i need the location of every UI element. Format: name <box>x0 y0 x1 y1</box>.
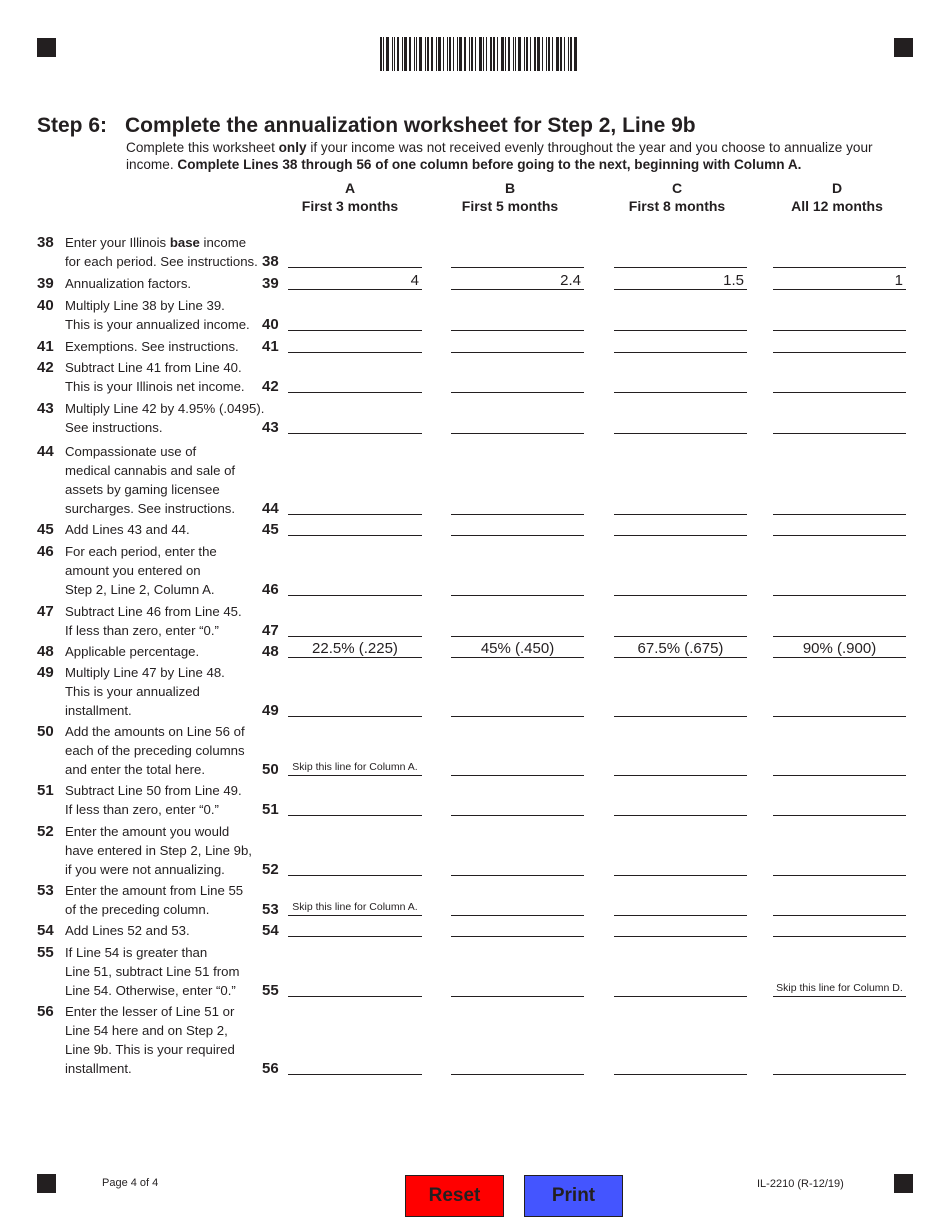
barcode-bar <box>443 37 444 71</box>
line-number-50: 50 <box>37 723 54 740</box>
line-description-41 <box>65 337 265 356</box>
barcode-bar <box>402 37 403 71</box>
page-number: Page 4 of 4 <box>102 1177 159 1189</box>
line-number-54: 54 <box>37 922 54 939</box>
line-text: assets by gaming licensee <box>65 482 220 497</box>
barcode-bar <box>513 37 514 71</box>
line-54-col-d-field[interactable] <box>773 919 906 937</box>
barcode-bar <box>483 37 484 71</box>
line-text: See instructions. <box>65 420 163 435</box>
line-text: Enter your Illinois base income <box>65 235 247 250</box>
line-text: Multiply Line 42 by 4.95% (.0495). <box>65 401 265 416</box>
line-40-col-d-field[interactable] <box>773 313 906 331</box>
barcode-bar <box>524 37 525 71</box>
line-description-46 <box>65 542 265 599</box>
line-38-col-c-field[interactable] <box>614 250 747 268</box>
column-label: All 12 months <box>791 198 883 214</box>
line-number-right-41: 41 <box>262 338 279 355</box>
barcode-bar <box>383 37 384 71</box>
line-number-right-39: 39 <box>262 275 279 292</box>
line-text: Compassionate use of <box>65 444 197 459</box>
line-text: Line 51, subtract Line 51 from <box>65 964 240 979</box>
column-header-b <box>443 179 577 215</box>
column-label: First 5 months <box>461 198 559 214</box>
line-number-right-56: 56 <box>262 1060 279 1077</box>
line-55-col-a-field[interactable] <box>288 979 422 997</box>
barcode-bar <box>380 37 382 71</box>
line-39-col-b-field: 2.4 <box>451 272 584 290</box>
line-text: Add Lines 52 and 53. <box>65 923 190 938</box>
line-43-col-d-field[interactable] <box>773 416 906 434</box>
line-number-right-40: 40 <box>262 316 279 333</box>
line-text: Step 2, Line 2, Column A. <box>65 582 215 597</box>
line-41-col-b-field[interactable] <box>451 335 584 353</box>
line-39-col-a-field: 4 <box>288 272 422 290</box>
line-43-col-b-field[interactable] <box>451 416 584 434</box>
barcode-bar <box>416 37 417 71</box>
line-number-right-43: 43 <box>262 419 279 436</box>
line-text: Applicable percentage. <box>65 644 200 659</box>
line-text: and enter the total here. <box>65 762 206 777</box>
line-49-col-c-field[interactable] <box>614 699 747 717</box>
barcode-bar <box>449 37 451 71</box>
line-47-col-b-field[interactable] <box>451 619 584 637</box>
line-number-49: 49 <box>37 664 54 681</box>
barcode-bar <box>436 37 437 71</box>
registration-mark-bottom-right <box>894 1174 913 1193</box>
line-44-col-d-field[interactable] <box>773 497 906 515</box>
line-51-col-c-field[interactable] <box>614 798 747 816</box>
line-description-44 <box>65 442 265 518</box>
line-text: If less than zero, enter “0.” <box>65 802 219 817</box>
line-number-right-52: 52 <box>262 861 279 878</box>
line-49-col-d-field[interactable] <box>773 699 906 717</box>
line-52-col-c-field[interactable] <box>614 858 747 876</box>
intro-text <box>126 139 916 173</box>
barcode-bar <box>570 37 572 71</box>
line-46-col-a-field[interactable] <box>288 578 422 596</box>
line-56-col-b-field[interactable] <box>451 1057 584 1075</box>
line-number-55: 55 <box>37 944 54 961</box>
line-47-col-a-field[interactable] <box>288 619 422 637</box>
line-text: Line 9b. This is your required <box>65 1042 235 1057</box>
line-number-right-53: 53 <box>262 901 279 918</box>
line-52-col-a-field[interactable] <box>288 858 422 876</box>
barcode-bar <box>552 37 553 71</box>
line-41-col-c-field[interactable] <box>614 335 747 353</box>
line-50-col-b-field[interactable] <box>451 758 584 776</box>
line-text: If less than zero, enter “0.” <box>65 623 219 638</box>
column-letter: C <box>671 180 683 196</box>
line-number-56: 56 <box>37 1003 54 1020</box>
line-text: This is your annualized <box>65 684 200 699</box>
barcode-bar <box>548 37 550 71</box>
line-number-41: 41 <box>37 338 54 355</box>
barcode-bar <box>438 37 441 71</box>
line-number-right-38: 38 <box>262 253 279 270</box>
line-text: Line 54. Otherwise, enter “0.” <box>65 983 236 998</box>
line-description-54 <box>65 921 265 940</box>
column-letter: B <box>504 180 516 196</box>
barcode-bar <box>546 37 547 71</box>
line-52-col-b-field[interactable] <box>451 858 584 876</box>
line-47-col-c-field[interactable] <box>614 619 747 637</box>
barcode-bar <box>469 37 470 71</box>
line-39-col-c-field: 1.5 <box>614 272 747 290</box>
reset-button[interactable]: Reset <box>405 1175 504 1217</box>
line-47-col-d-field[interactable] <box>773 619 906 637</box>
line-54-col-c-field[interactable] <box>614 919 747 937</box>
line-description-49 <box>65 663 265 720</box>
column-label: First 8 months <box>628 198 726 214</box>
line-number-right-45: 45 <box>262 521 279 538</box>
line-40-col-c-field[interactable] <box>614 313 747 331</box>
barcode-bar <box>427 37 429 71</box>
print-button[interactable]: Print <box>524 1175 623 1217</box>
barcode-bar <box>414 37 415 71</box>
line-43-col-c-field[interactable] <box>614 416 747 434</box>
line-number-52: 52 <box>37 823 54 840</box>
line-55-col-b-field[interactable] <box>451 979 584 997</box>
line-number-right-42: 42 <box>262 378 279 395</box>
line-description-56 <box>65 1002 265 1078</box>
line-text: Exemptions. See instructions. <box>65 339 239 354</box>
line-number-53: 53 <box>37 882 54 899</box>
line-53-col-a-skip-note: Skip this line for Column A. <box>288 898 422 916</box>
line-number-46: 46 <box>37 543 54 560</box>
registration-mark-bottom-left <box>37 1174 56 1193</box>
line-54-col-a-field[interactable] <box>288 919 422 937</box>
line-50-col-a-skip-note: Skip this line for Column A. <box>288 758 422 776</box>
line-48-col-b-field: 45% (.450) <box>451 640 584 658</box>
barcode-bar <box>526 37 528 71</box>
line-number-47: 47 <box>37 603 54 620</box>
line-text: installment. <box>65 703 132 718</box>
line-54-col-b-field[interactable] <box>451 919 584 937</box>
barcode-bar <box>397 37 399 71</box>
line-number-42: 42 <box>37 359 54 376</box>
line-text: Enter the amount you would <box>65 824 230 839</box>
line-text: if you were not annualizing. <box>65 862 225 877</box>
line-text: for each period. See instructions. <box>65 254 258 269</box>
line-53-col-b-field[interactable] <box>451 898 584 916</box>
line-text: Enter the amount from Line 55 <box>65 883 244 898</box>
line-text: installment. <box>65 1061 132 1076</box>
line-text: This is your annualized income. <box>65 317 250 332</box>
step-title: Complete the annualization worksheet for Step 2, Line 9b <box>125 114 696 137</box>
line-48-col-a-field: 22.5% (.225) <box>288 640 422 658</box>
barcode-bar <box>574 37 577 71</box>
line-description-40 <box>65 296 265 334</box>
column-letter: A <box>344 180 356 196</box>
line-44-col-b-field[interactable] <box>451 497 584 515</box>
barcode-bar <box>568 37 569 71</box>
line-text: Subtract Line 50 from Line 49. <box>65 783 242 798</box>
line-51-col-d-field[interactable] <box>773 798 906 816</box>
barcode-bar <box>409 37 411 71</box>
line-49-col-a-field[interactable] <box>288 699 422 717</box>
line-description-39 <box>65 274 265 293</box>
line-text: This is your Illinois net income. <box>65 379 245 394</box>
line-38-col-b-field[interactable] <box>451 250 584 268</box>
line-42-col-c-field[interactable] <box>614 375 747 393</box>
barcode-bar <box>497 37 498 71</box>
barcode-bar <box>425 37 426 71</box>
line-text: Line 54 here and on Step 2, <box>65 1023 228 1038</box>
line-description-42 <box>65 358 265 396</box>
barcode-bar <box>404 37 407 71</box>
line-number-45: 45 <box>37 521 54 538</box>
barcode-bar <box>459 37 462 71</box>
line-45-col-b-field[interactable] <box>451 518 584 536</box>
line-41-col-d-field[interactable] <box>773 335 906 353</box>
line-description-43 <box>65 399 265 437</box>
line-text: amount you entered on <box>65 563 201 578</box>
form-id: IL-2210 (R-12/19) <box>757 1178 844 1190</box>
barcode-bar <box>518 37 521 71</box>
barcode-bar <box>542 37 543 71</box>
line-42-col-d-field[interactable] <box>773 375 906 393</box>
barcode-bar <box>505 37 506 71</box>
line-text: Multiply Line 47 by Line 48. <box>65 665 225 680</box>
line-text: Subtract Line 46 from Line 45. <box>65 604 242 619</box>
line-text: Annualization factors. <box>65 276 192 291</box>
barcode-bar <box>479 37 482 71</box>
line-text: If Line 54 is greater than <box>65 945 208 960</box>
barcode-bar <box>537 37 540 71</box>
line-50-col-c-field[interactable] <box>614 758 747 776</box>
barcode-bar <box>464 37 466 71</box>
barcode-bar <box>534 37 536 71</box>
line-51-col-b-field[interactable] <box>451 798 584 816</box>
line-46-col-c-field[interactable] <box>614 578 747 596</box>
line-45-col-c-field[interactable] <box>614 518 747 536</box>
line-51-col-a-field[interactable] <box>288 798 422 816</box>
line-50-col-d-field[interactable] <box>773 758 906 776</box>
line-number-38: 38 <box>37 234 54 251</box>
registration-mark-top-left <box>37 38 56 57</box>
barcode-bar <box>471 37 473 71</box>
line-number-right-51: 51 <box>262 801 279 818</box>
barcode-bar <box>453 37 454 71</box>
intro-part-2: if your income was not received evenly throughout the year and you choose to annualize your income. <box>126 140 873 172</box>
line-48-col-d-field: 90% (.900) <box>773 640 906 658</box>
line-number-right-49: 49 <box>262 702 279 719</box>
line-number-right-47: 47 <box>262 622 279 639</box>
barcode-bar <box>508 37 510 71</box>
line-44-col-a-field[interactable] <box>288 497 422 515</box>
line-43-col-a-field[interactable] <box>288 416 422 434</box>
barcode-bar <box>457 37 458 71</box>
line-45-col-d-field[interactable] <box>773 518 906 536</box>
line-53-col-c-field[interactable] <box>614 898 747 916</box>
barcode-bar <box>486 37 487 71</box>
barcode-bar <box>431 37 433 71</box>
line-number-51: 51 <box>37 782 54 799</box>
line-52-col-d-field[interactable] <box>773 858 906 876</box>
column-label: First 3 months <box>301 198 399 214</box>
barcode-bar <box>530 37 531 71</box>
line-description-45 <box>65 520 265 539</box>
line-53-col-d-field[interactable] <box>773 898 906 916</box>
line-text: surcharges. See instructions. <box>65 501 236 516</box>
barcode-bar <box>493 37 495 71</box>
intro-bold-2: Complete Lines 38 through 56 of one column before going to the next, beginning with Column A. <box>177 157 802 172</box>
line-text: For each period, enter the <box>65 544 217 559</box>
line-number-right-54: 54 <box>262 922 279 939</box>
line-38-col-d-field[interactable] <box>773 250 906 268</box>
line-49-col-b-field[interactable] <box>451 699 584 717</box>
line-text: medical cannabis and sale of <box>65 463 236 478</box>
line-48-col-c-field: 67.5% (.675) <box>614 640 747 658</box>
barcode-bar <box>564 37 565 71</box>
intro-bold-1: only <box>278 140 307 155</box>
line-number-44: 44 <box>37 443 54 460</box>
step-label: Step 6: <box>37 114 108 137</box>
line-text: each of the preceding columns <box>65 743 245 758</box>
line-text: Add the amounts on Line 56 of <box>65 724 245 739</box>
line-number-43: 43 <box>37 400 54 417</box>
line-text: Subtract Line 41 from Line 40. <box>65 360 242 375</box>
line-40-col-b-field[interactable] <box>451 313 584 331</box>
barcode-bar <box>556 37 559 71</box>
line-46-col-d-field[interactable] <box>773 578 906 596</box>
line-45-col-a-field[interactable] <box>288 518 422 536</box>
line-text: Multiply Line 38 by Line 39. <box>65 298 225 313</box>
barcode-bar <box>501 37 504 71</box>
line-text: Enter the lesser of Line 51 or <box>65 1004 235 1019</box>
line-42-col-b-field[interactable] <box>451 375 584 393</box>
line-38-col-a-field[interactable] <box>288 250 422 268</box>
line-41-col-a-field[interactable] <box>288 335 422 353</box>
barcode-bar <box>419 37 422 71</box>
line-text: have entered in Step 2, Line 9b, <box>65 843 252 858</box>
line-description-50 <box>65 722 265 779</box>
line-56-col-d-field[interactable] <box>773 1057 906 1075</box>
barcode-bar <box>394 37 395 71</box>
line-56-col-c-field[interactable] <box>614 1057 747 1075</box>
barcode <box>380 37 580 71</box>
line-description-47 <box>65 602 265 640</box>
line-description-51 <box>65 781 265 819</box>
barcode-bar <box>490 37 492 71</box>
line-40-col-a-field[interactable] <box>288 313 422 331</box>
line-number-right-55: 55 <box>262 982 279 999</box>
page-title <box>37 114 696 138</box>
column-header-a <box>283 179 417 215</box>
line-description-38 <box>65 233 265 271</box>
line-description-55 <box>65 943 265 1000</box>
barcode-bar <box>560 37 562 71</box>
line-46-col-b-field[interactable] <box>451 578 584 596</box>
column-header-d <box>770 179 904 215</box>
barcode-bar <box>515 37 516 71</box>
line-55-col-c-field[interactable] <box>614 979 747 997</box>
line-number-40: 40 <box>37 297 54 314</box>
line-description-48 <box>65 642 265 661</box>
line-number-39: 39 <box>37 275 54 292</box>
barcode-bar <box>386 37 389 71</box>
barcode-bar <box>392 37 393 71</box>
intro-part-1: Complete this worksheet <box>126 140 279 155</box>
column-header-c <box>610 179 744 215</box>
line-44-col-c-field[interactable] <box>614 497 747 515</box>
line-text: of the preceding column. <box>65 902 210 917</box>
column-letter: D <box>831 180 843 196</box>
line-56-col-a-field[interactable] <box>288 1057 422 1075</box>
line-number-right-48: 48 <box>262 643 279 660</box>
line-42-col-a-field[interactable] <box>288 375 422 393</box>
registration-mark-top-right <box>894 38 913 57</box>
line-text: Add Lines 43 and 44. <box>65 522 190 537</box>
line-number-right-44: 44 <box>262 500 279 517</box>
line-number-48: 48 <box>37 643 54 660</box>
line-55-col-d-skip-note: Skip this line for Column D. <box>773 979 906 997</box>
line-39-col-d-field: 1 <box>773 272 906 290</box>
line-description-52 <box>65 822 265 879</box>
barcode-bar <box>475 37 476 71</box>
line-description-53 <box>65 881 265 919</box>
barcode-bar <box>447 37 448 71</box>
line-number-right-50: 50 <box>262 761 279 778</box>
line-number-right-46: 46 <box>262 581 279 598</box>
